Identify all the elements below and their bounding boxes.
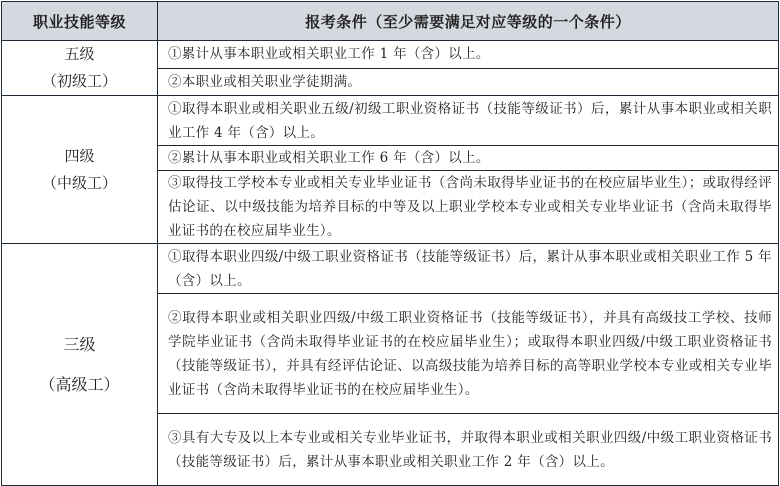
- condition-cell: ③具有大专及以上本专业或相关专业毕业证书，并取得本职业或相关职业四级/中级工职业资格证书（技能等级证书）后，累计从事本职业或相关职业工作 2 年（含）以上。: [158, 414, 779, 486]
- condition-cell: ②本职业或相关职业学徒期满。: [158, 68, 779, 96]
- condition-cell: ①取得本职业四级/中级工职业资格证书（技能等级证书）后，累计从事本职业或相关职业工作 5 年（含）以上。: [158, 244, 779, 294]
- level-cell-5: [2, 41, 158, 96]
- qualification-table: [1, 1, 779, 486]
- level-name: 三级: [63, 334, 96, 354]
- table-header-row: [2, 2, 779, 41]
- level-sub: （初级工）: [41, 72, 117, 90]
- table-row: [2, 244, 779, 294]
- table-row: [2, 96, 779, 146]
- condition-cell: ②累计从事本职业或相关职业工作 6 年（含）以上。: [158, 146, 779, 171]
- level-name: 五级: [64, 45, 95, 63]
- header-conditions: 报考条件（至少需要满足对应等级的一个条件）: [158, 2, 779, 41]
- condition-cell: ②取得本职业或相关职业四级/中级工职业资格证书（技能等级证书），并具有高级技工学校、技师学院毕业证书（含尚未取得毕业证书的在校应届毕业生）；或取得本职业四级/中级工职业资格证书（技能等级证书），并具有经评估论证、以高级技能为培养目标的高等职业学校本专业或相关专业毕业证书（含尚未取得毕业证书的在校应届毕业生）。: [158, 294, 779, 414]
- condition-cell: ①累计从事本职业或相关职业工作 1 年（含）以上。: [158, 41, 779, 69]
- level-name: 四级: [64, 146, 95, 165]
- header-level: 职业技能等级: [2, 2, 158, 41]
- level-cell-3: [2, 244, 158, 486]
- level-sub: （高级工）: [39, 374, 120, 394]
- condition-cell: ①取得本职业或相关职业五级/初级工职业资格证书（技能等级证书）后，累计从事本职业或相关职业工作 4 年（含）以上。: [158, 96, 779, 146]
- level-sub: （中级工）: [41, 173, 117, 192]
- level-cell-4: [2, 96, 158, 244]
- table-row: [2, 41, 779, 69]
- condition-cell: ③取得技工学校本专业或相关专业毕业证书（含尚未取得毕业证书的在校应届毕业生）；或取得经评估论证、以中级技能为培养目标的中等及以上职业学校本专业或相关专业毕业证书（含尚未取得毕业证书的在校应届毕业生）。: [158, 171, 779, 244]
